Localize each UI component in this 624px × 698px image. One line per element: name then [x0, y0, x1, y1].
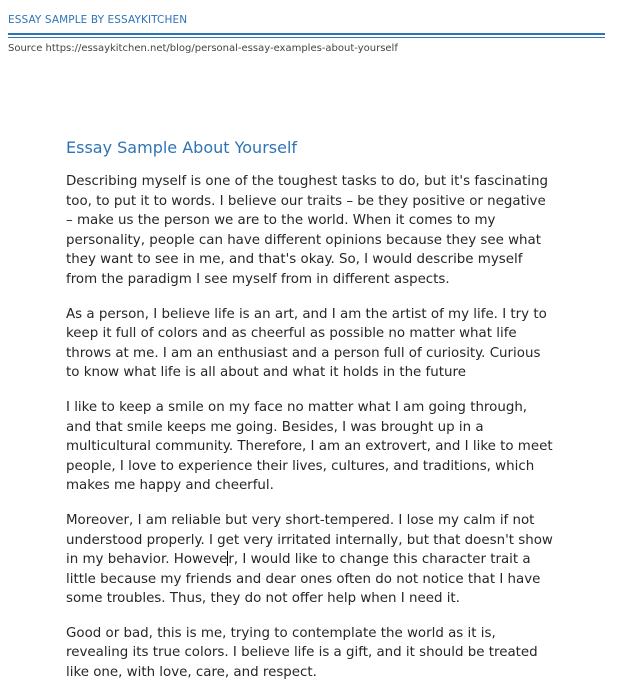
- paragraph-4-text-before-caret: Moreover, I am reliable but very short-tempered. I lose my calm if not understood properly. I get very irritated internally, but that doesn't show in my behavior. Howeve: [66, 512, 553, 568]
- paragraph-1: Describing myself is one of the toughest tasks to do, but it's fascinating too, to put it to words. I believe our traits – be they positive or negative – make us the person we are to the world. When it comes to my personality, people can have different opinions because they see what they want to see in me, and that's okay. So, I would describe myself from the paradigm I see myself from in different aspects.: [66, 174, 548, 287]
- essay-title: Essay Sample About Yourself: [66, 138, 298, 157]
- paragraph-2: As a person, I believe life is an art, and I am the artist of my life. I try to keep it full of colors and as cheerful as possible no matter what life throws at me. I am an enthusiast and a person full of curiosity. Curious to know what life is all about and what it holds in the future: [66, 306, 547, 381]
- paragraph-5: Good or bad, this is me, trying to contemplate the world as it is, revealing its true colors. I believe life is a gift, and it should be treated like one, with love, care, and respect.: [66, 625, 538, 681]
- paragraph-4-text-after-caret: r, I would like to change this character trait a little because my friends and dear ones often do not notice that I have some troubles. Thus, they do not offer help when I need it.: [66, 552, 541, 607]
- paragraph-4: [66, 511, 556, 609]
- header-rule-thin: [8, 37, 605, 38]
- document-body[interactable]: [66, 138, 556, 698]
- source-line: Source https://essaykitchen.net/blog/personal-essay-examples-about-yourself: [8, 43, 398, 54]
- header-rule-thick: [8, 33, 605, 35]
- header-title: ESSAY SAMPLE BY ESSAYKITCHEN: [8, 14, 188, 26]
- paragraph-3: I like to keep a smile on my face no matter what I am going through, and that smile keeps me going. Besides, I was brought up in a multicultural community. Therefore, I am an extrovert, and I like to meet people, I love to experience their lives, cultures, and traditions, which makes me happy and cheerful.: [66, 399, 553, 494]
